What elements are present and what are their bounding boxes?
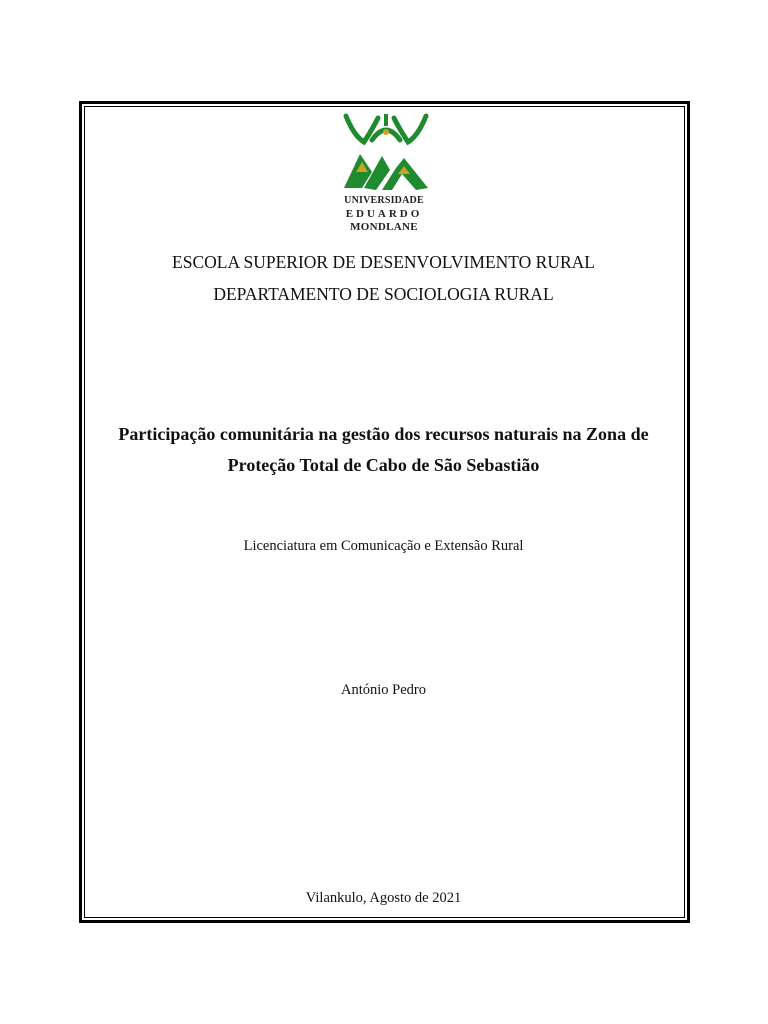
logo-text-line3: MONDLANE <box>350 221 418 233</box>
department-name: DEPARTAMENTO DE SOCIOLOGIA RURAL <box>213 284 554 304</box>
thesis-title-line2: Proteção Total de Cabo de São Sebastião <box>227 455 540 475</box>
uem-emblem-icon <box>342 112 430 194</box>
logo-text-line1: UNIVERSIDADE <box>344 195 424 206</box>
logo-text-line2: EDUARDO <box>345 208 423 220</box>
university-logo <box>326 112 442 236</box>
school-name: ESCOLA SUPERIOR DE DESENVOLVIMENTO RURAL <box>172 252 595 272</box>
place-and-date: Vilankulo, Agosto de 2021 <box>305 890 462 906</box>
thesis-title-line1: Participação comunitária na gestão dos recursos naturais na Zona de <box>118 424 649 444</box>
author-name: António Pedro <box>341 682 426 698</box>
degree-program: Licenciatura em Comunicação e Extensão Rural <box>243 538 524 554</box>
